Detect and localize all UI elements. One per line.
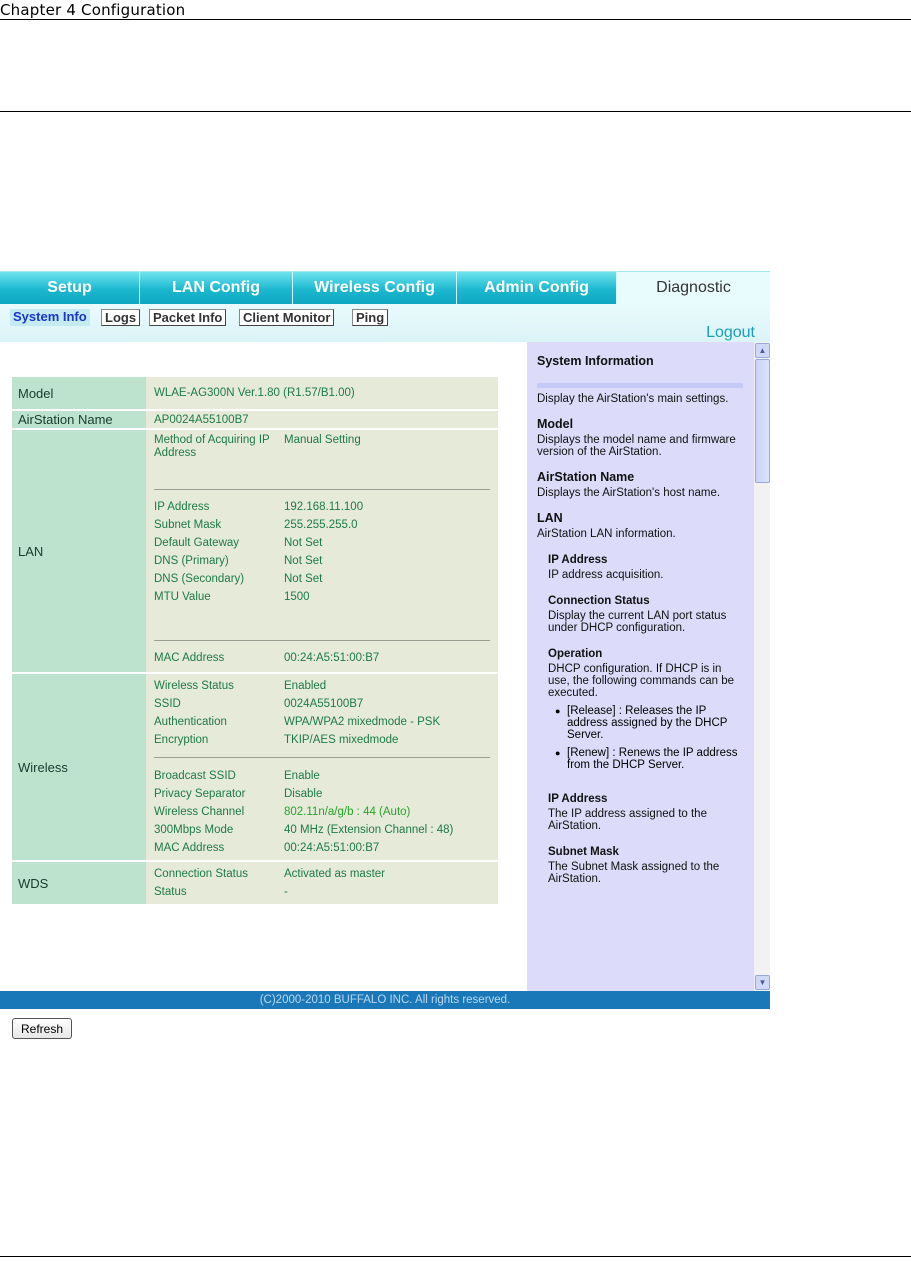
help-title: System Information — [537, 354, 654, 368]
wireless-field-row: Encryption TKIP/AES mixedmode — [154, 734, 399, 746]
row-airstation-name — [12, 411, 498, 428]
scroll-up-icon[interactable]: ▲ — [755, 343, 770, 358]
lan-value — [146, 430, 498, 672]
help-model-heading: Model — [537, 417, 574, 431]
wireless-separator — [154, 757, 490, 758]
help-operation-item: ● [Release] : Releases the IP address assigned by the DHCP Server. — [555, 705, 743, 741]
lan-label: LAN — [12, 430, 146, 672]
model-value: WLAE-AG300N Ver.1.80 (R1.57/B1.00) — [146, 377, 498, 409]
lan-fields — [154, 498, 498, 606]
chapter-header — [0, 0, 911, 20]
help-operation-item: ● [Renew] : Renews the IP address from the DHCP Server. — [555, 747, 743, 771]
tab-wireless-config[interactable]: Wireless Config — [293, 271, 457, 304]
subtab-packet-info[interactable]: Packet Info — [149, 309, 226, 326]
router-ui-screenshot — [0, 271, 770, 1036]
wireless-field-row: Authentication WPA/WPA2 mixedmode - PSK — [154, 716, 441, 728]
refresh-button[interactable]: Refresh — [12, 1018, 72, 1039]
lan-field-row: MTU Value 1500 — [154, 591, 310, 603]
help-operation-heading: Operation — [548, 648, 603, 660]
help-lan-heading: LAN — [537, 511, 563, 525]
chapter-title: Chapter 4 Configuration — [0, 1, 186, 19]
help-mask-heading: Subnet Mask — [548, 846, 619, 858]
wireless-value — [146, 674, 498, 860]
tab-setup[interactable]: Setup — [0, 271, 140, 304]
section-rule — [0, 111, 911, 112]
lan-method-label: Method of Acquiring IP Address — [154, 434, 270, 459]
row-lan — [12, 430, 498, 672]
lan-method-value: Manual Setting — [284, 434, 361, 446]
logout-link[interactable]: Logout — [706, 324, 755, 341]
row-wireless — [12, 674, 498, 860]
help-conn-text: Display the current LAN port status under DHCP configuration. — [548, 610, 727, 634]
wds-value — [146, 862, 498, 904]
help-lan-text: AirStation LAN information. — [537, 528, 676, 540]
wireless-field-row: Broadcast SSID Enable — [154, 770, 320, 782]
help-mask-text: The Subnet Mask assigned to the AirStation. — [548, 861, 720, 885]
help-conn-heading: Connection Status — [548, 595, 650, 607]
footer-rule — [0, 1256, 911, 1257]
help-name-text: Displays the AirStation's host name. — [537, 487, 721, 499]
subtab-system-info[interactable]: System Info — [10, 309, 90, 326]
airstation-name-label: AirStation Name — [12, 411, 146, 428]
row-model — [12, 377, 498, 409]
help-operation-text: DHCP configuration. If DHCP is in use, the following commands can be executed. — [548, 663, 735, 699]
help-name-heading: AirStation Name — [537, 470, 635, 484]
wireless-field-row: Wireless Channel 802.11n/a/g/b : 44 (Auto) — [154, 806, 411, 818]
help-panel — [527, 342, 753, 991]
subtab-client-monitor[interactable]: Client Monitor — [239, 309, 334, 326]
help-ip2-text: The IP address assigned to the AirStation. — [548, 808, 707, 832]
scroll-down-icon[interactable]: ▼ — [755, 975, 770, 990]
wds-label: WDS — [12, 862, 146, 904]
wds-field-row: Connection Status Activated as master — [154, 868, 385, 880]
subtab-logs[interactable]: Logs — [101, 309, 140, 326]
wireless-label: Wireless — [12, 674, 146, 860]
help-scrollbar[interactable] — [753, 342, 770, 991]
wireless-field-row: Privacy Separator Disable — [154, 788, 323, 800]
help-ip2-heading: IP Address — [548, 793, 608, 805]
system-info-table — [12, 375, 498, 906]
help-model-text: Displays the model name and firmware version of the AirStation. — [537, 434, 736, 458]
help-title-bar — [537, 383, 743, 388]
wireless-field-row: 300Mbps Mode 40 MHz (Extension Channel : 48) — [154, 824, 454, 836]
help-ip-heading: IP Address — [548, 554, 608, 566]
lan-field-row: DNS (Primary) Not Set — [154, 555, 323, 567]
sub-navigation — [0, 304, 770, 342]
help-ip-text: IP address acquisition. — [548, 569, 664, 581]
wireless-field-row: Wireless Status Enabled — [154, 680, 327, 692]
lan-method-row — [154, 434, 498, 460]
tab-admin-config[interactable]: Admin Config — [457, 271, 617, 304]
scroll-thumb[interactable] — [755, 359, 770, 483]
wireless-field-row: SSID 0024A55100B7 — [154, 698, 364, 710]
lan-separator-1 — [154, 489, 490, 490]
lan-separator-2 — [154, 640, 490, 641]
main-tabs — [0, 271, 770, 304]
help-intro: Display the AirStation's main settings. — [537, 393, 729, 405]
wireless-fields-2 — [154, 767, 498, 857]
airstation-name-value: AP0024A55100B7 — [146, 411, 498, 428]
tab-diagnostic[interactable]: Diagnostic — [617, 271, 770, 304]
lan-field-row: Subnet Mask 255.255.255.0 — [154, 519, 358, 531]
wds-field-row: Status - — [154, 886, 288, 898]
tab-lan-config[interactable]: LAN Config — [140, 271, 293, 304]
help-operation-list — [537, 705, 743, 771]
lan-field-row: Default Gateway Not Set — [154, 537, 323, 549]
wireless-field-row: MAC Address 00:24:A5:51:00:B7 — [154, 842, 380, 854]
lan-field-row: DNS (Secondary) Not Set — [154, 573, 323, 585]
lan-field-row: IP Address 192.168.11.100 — [154, 501, 364, 513]
lan-mac-row: MAC Address 00:24:A5:51:00:B7 — [154, 652, 380, 664]
row-wds — [12, 862, 498, 904]
subtab-ping[interactable]: Ping — [352, 309, 388, 326]
copyright-footer: (C)2000-2010 BUFFALO INC. All rights reserved. — [0, 991, 770, 1009]
model-label: Model — [12, 377, 146, 409]
